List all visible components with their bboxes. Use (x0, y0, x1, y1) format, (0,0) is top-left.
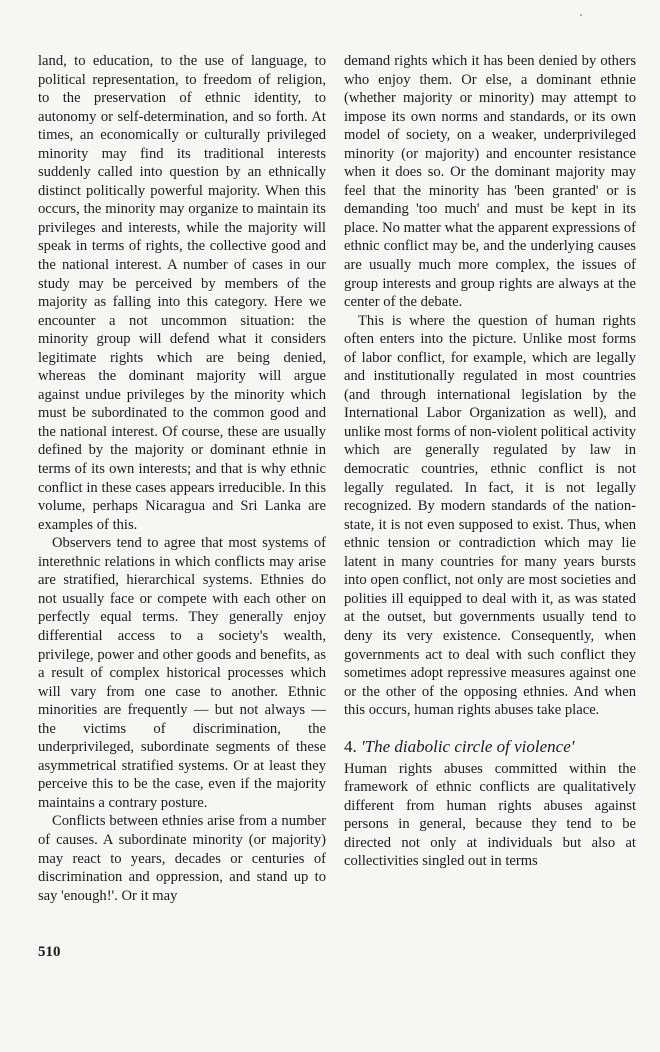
page-number: 510 (38, 944, 61, 960)
paragraph: This is where the question of human rights often enters into the picture. Unlike most forms of labor conflict, for example, which are legally and institutionally regulated in most countries (and through international legislation by the International Labor Organization as well), and unlike most forms of non-violent political activity which are generally regulated by law in democratic countries, ethnic conflict is not legally regulated. In fact, it is not legally recognized. By modern standards of the nation-state, it is not even supposed to exist. Thus, when ethnic tension or contradiction which may lie latent in many countries for many years bursts into open conflict, not only are most societies and polities ill equipped to deal with it, as was stated at the outset, but governments usually tend to deny its very existence. Consequently, when governments act to deal with such conflict they sometimes adopt repressive measures against one or the other of the opposing ethnies. And when this occurs, human rights abuses take place. (344, 312, 636, 719)
paragraph: demand rights which it has been denied by others who enjoy them. Or else, a dominant ethnie (whether majority or minority) may attempt to impose its own norms and standards, or its own model of society, on a weaker, underprivileged minority (or majority) and encounter resistance when it does so. Or the dominant majority may feel that the minority has 'been granted' or is demanding 'too much' and must be kept in its place. No matter what the apparent expressions of ethnic conflict may be, and the underlying causes are usually much more complex, the issues of group interests and group rights are always at the center of the debate. (344, 53, 636, 311)
paragraph: Human rights abuses committed within the framework of ethnic conflicts are qualitatively different from human rights abuses against persons in general, because they tend to be directed not only at individuals but also at collectivities singled out in terms (344, 760, 636, 870)
section-heading (344, 736, 636, 758)
scan-speck (580, 14, 582, 16)
section-title: 'The diabolic circle of violence' (361, 736, 575, 756)
paragraph: Observers tend to agree that most systems of interethnic relations in which conflicts may arise are stratified, hierarchical systems. Ethnies do not usually face or compete with each other on perfectly equal terms. They generally enjoy differential access to a society's wealth, privilege, power and other goods and benefits, as a result of complex historical processes which will vary from one case to another. Ethnic minorities are frequently — but not always — the victims of discrimination, the underprivileged, subordinate segments of these asymmetrical stratified systems. Or at least they perceive this to be the case, even if the majority maintains a contrary posture. (38, 535, 326, 811)
paragraph: Conflicts between ethnies arise from a number of causes. A subordinate minority (or majority) may react to years, decades or centuries of discrimination and oppression, and stand up to say 'enough!'. Or it may (38, 813, 326, 904)
paragraph: land, to education, to the use of language, to political representation, to freedom of religion, to the preservation of ethnic identity, to autonomy or self-determination, and so forth. At times, an economically or culturally privileged minority may find its traditional interests suddenly called into question by an ethnically distinct politically powerful majority. When this occurs, the minority may organize to maintain its privileges and interests, while the majority will speak in terms of rights, the collective good and the national interest. A number of cases in our study may be perceived by members of the majority as falling into this category. Here we encounter a not uncommon situation: the minority group will defend what it considers legitimate rights which are being denied, whereas the dominant majority will argue against undue privileges by the minority which must be subordinated to the common good and the national interest. Of course, these are usually defined by the majority or dominant ethnie in terms of its own interests; and that is why ethnic conflict in these cases appears irreducible. In this volume, perhaps Nicaragua and Sri Lanka are examples of this. (38, 53, 326, 533)
section-number: 4. (344, 736, 357, 756)
left-column (38, 52, 326, 905)
right-column (344, 52, 636, 871)
